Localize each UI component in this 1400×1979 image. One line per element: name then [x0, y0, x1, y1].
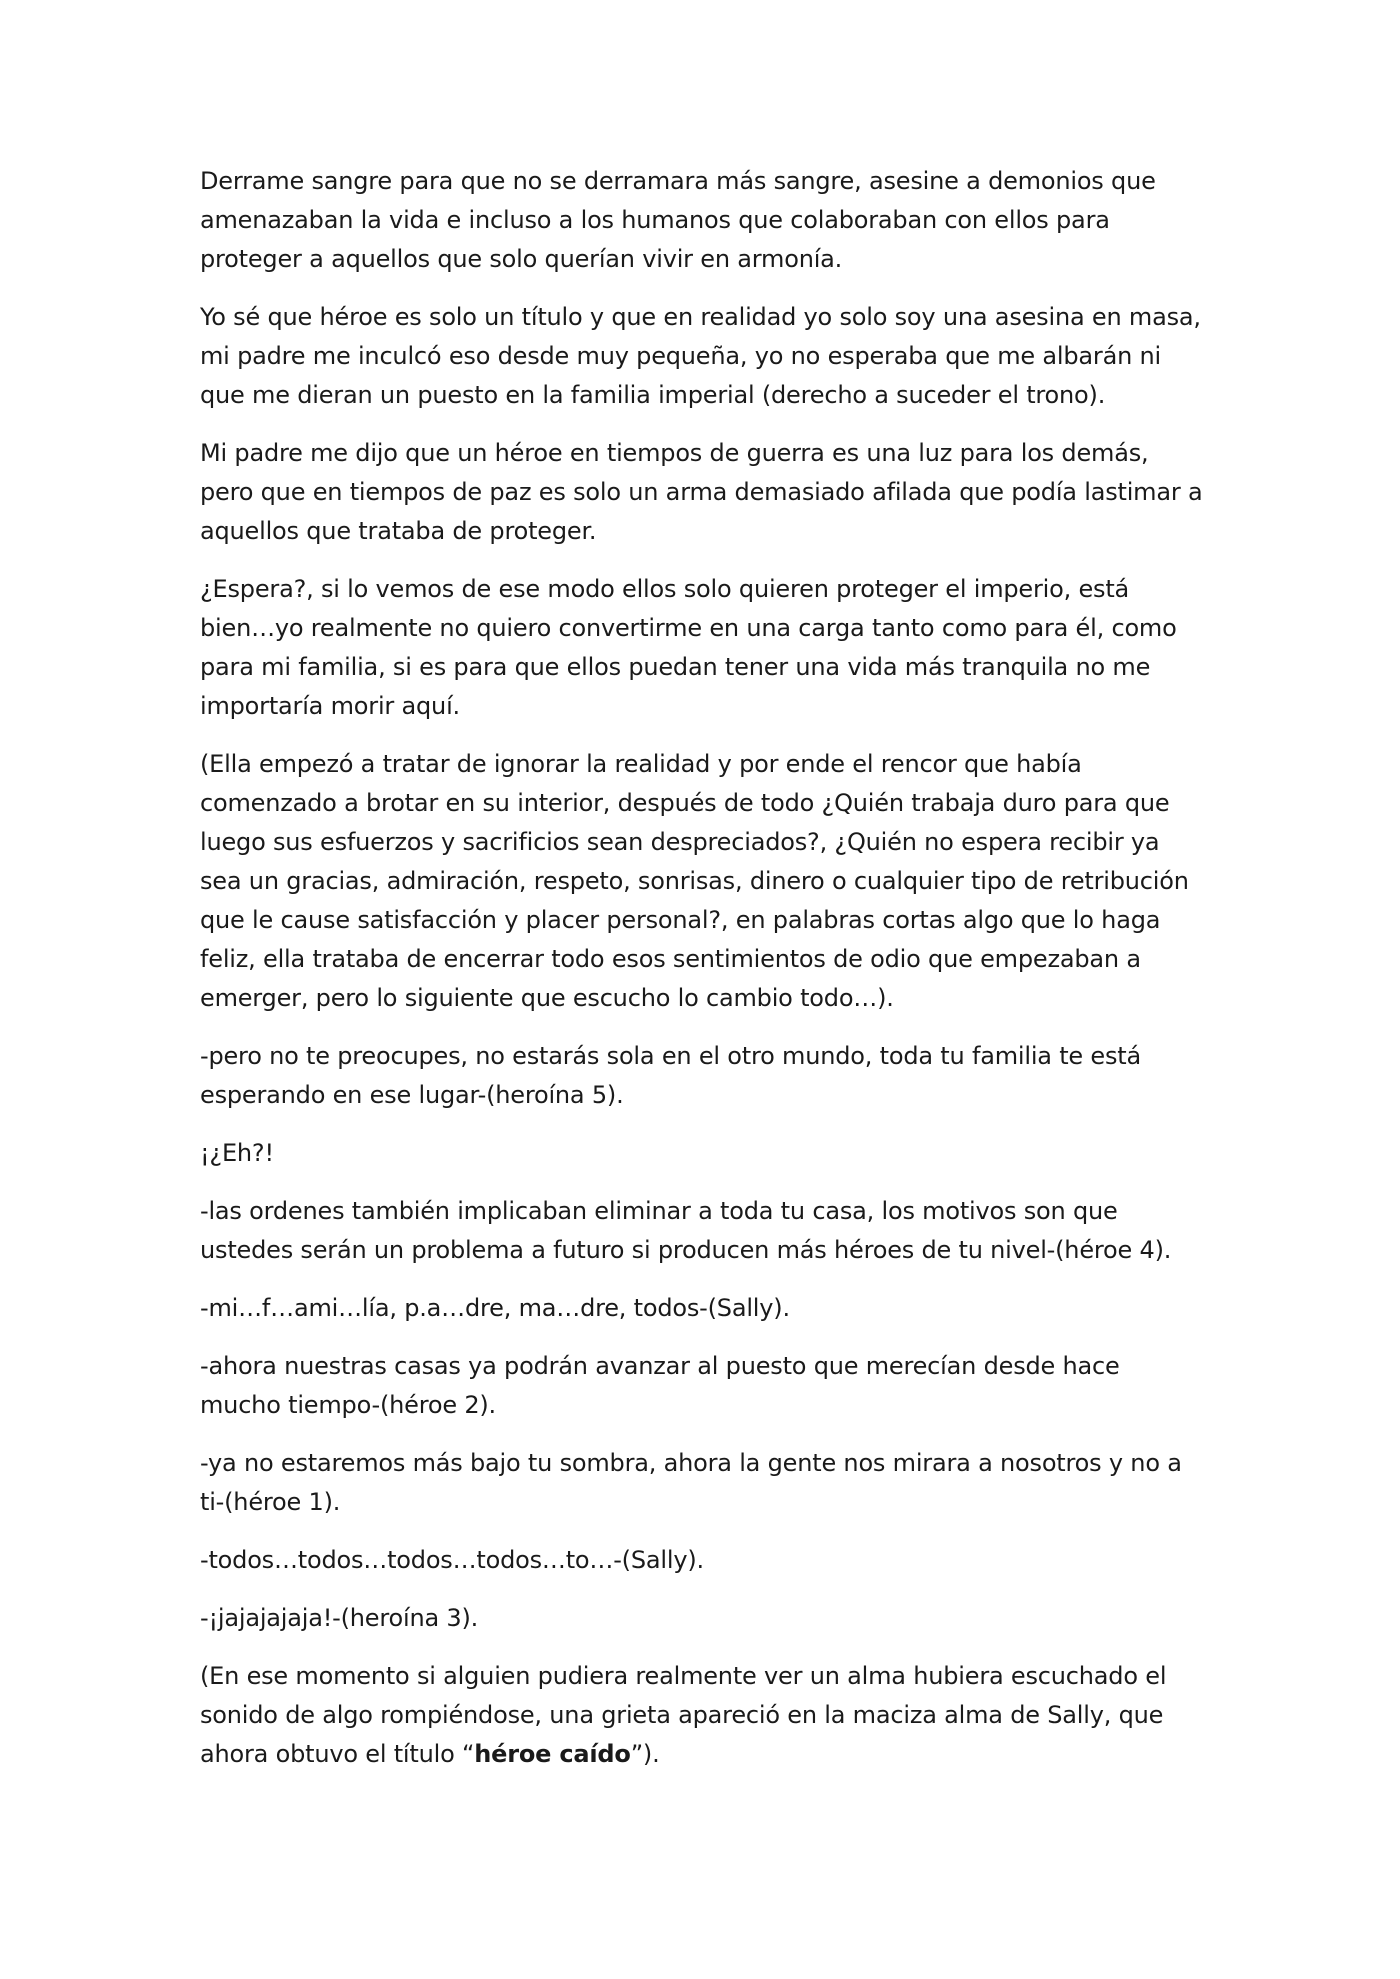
dialogue-heroina-3: -¡jajajajaja!-(heroína 3).	[200, 1604, 479, 1632]
paragraph-5: (Ella empezó a tratar de ignorar la realidad y por ende el rencor que había comenzado a brotar en su interior, después de todo ¿Quién trabaja duro para que luego sus esfuerzos y sacrificios sean despreciados?, ¿Quién no espera recibir ya sea un gracias, admiración, respeto, sonrisas, dinero o cualquier tipo de retribución que le cause satisfacción y placer personal?, en palabras cortas algo que lo haga feliz, ella trataba de encerrar todo esos sentimientos de odio que empezaban a emerger, pero lo siguiente que escucho lo cambio todo…).	[200, 750, 1189, 1012]
dialogue-heroe-4: -las ordenes también implicaban eliminar a toda tu casa, los motivos son que ustedes serán un problema a futuro si producen más héroes de tu nivel-(héroe 4).	[200, 1197, 1172, 1264]
exclamation-line: ¡¿Eh?!	[200, 1139, 274, 1167]
dialogue-heroe-1: -ya no estaremos más bajo tu sombra, ahora la gente nos mirara a nosotros y no a ti-(héroe 1).	[200, 1449, 1182, 1516]
dialogue-sally-2: -todos…todos…todos…todos…to…-(Sally).	[200, 1546, 704, 1574]
closing-paragraph	[200, 1657, 1205, 1774]
dialogue-heroe-2: -ahora nuestras casas ya podrán avanzar al puesto que merecían desde hace mucho tiempo-(héroe 2).	[200, 1352, 1120, 1419]
title-emphasis: héroe caído	[474, 1740, 631, 1768]
closing-text-start: (En ese momento si alguien pudiera realmente ver un alma hubiera escuchado el sonido de algo rompiéndose, una grieta apareció en la maciza alma de Sally, que ahora obtuvo el título “	[200, 1662, 1167, 1768]
paragraph-3: Mi padre me dijo que un héroe en tiempos de guerra es una luz para los demás, pero que en tiempos de paz es solo un arma demasiado afilada que podía lastimar a aquellos que trataba de proteger.	[200, 439, 1203, 545]
document-body	[200, 162, 1205, 1793]
paragraph-1: Derrame sangre para que no se derramara más sangre, asesine a demonios que amenazaban la vida e incluso a los humanos que colaboraban con ellos para proteger a aquellos que solo querían vivir en armonía.	[200, 167, 1156, 273]
paragraph-4: ¿Espera?, si lo vemos de ese modo ellos solo quieren proteger el imperio, está bien…yo realmente no quiero convertirme en una carga tanto como para él, como para mi familia, si es para que ellos puedan tener una vida más tranquila no me importaría morir aquí.	[200, 575, 1177, 720]
paragraph-2: Yo sé que héroe es solo un título y que en realidad yo solo soy una asesina en masa, mi padre me inculcó eso desde muy pequeña, yo no esperaba que me albarán ni que me dieran un puesto en la familia imperial (derecho a suceder el trono).	[200, 303, 1201, 409]
closing-text-end: ”).	[630, 1740, 660, 1768]
dialogue-heroina-5: -pero no te preocupes, no estarás sola en el otro mundo, toda tu familia te está esperando en ese lugar-(heroína 5).	[200, 1042, 1142, 1109]
dialogue-sally-1: -mi…f…ami…lía, p.a…dre, ma…dre, todos-(Sally).	[200, 1294, 790, 1322]
